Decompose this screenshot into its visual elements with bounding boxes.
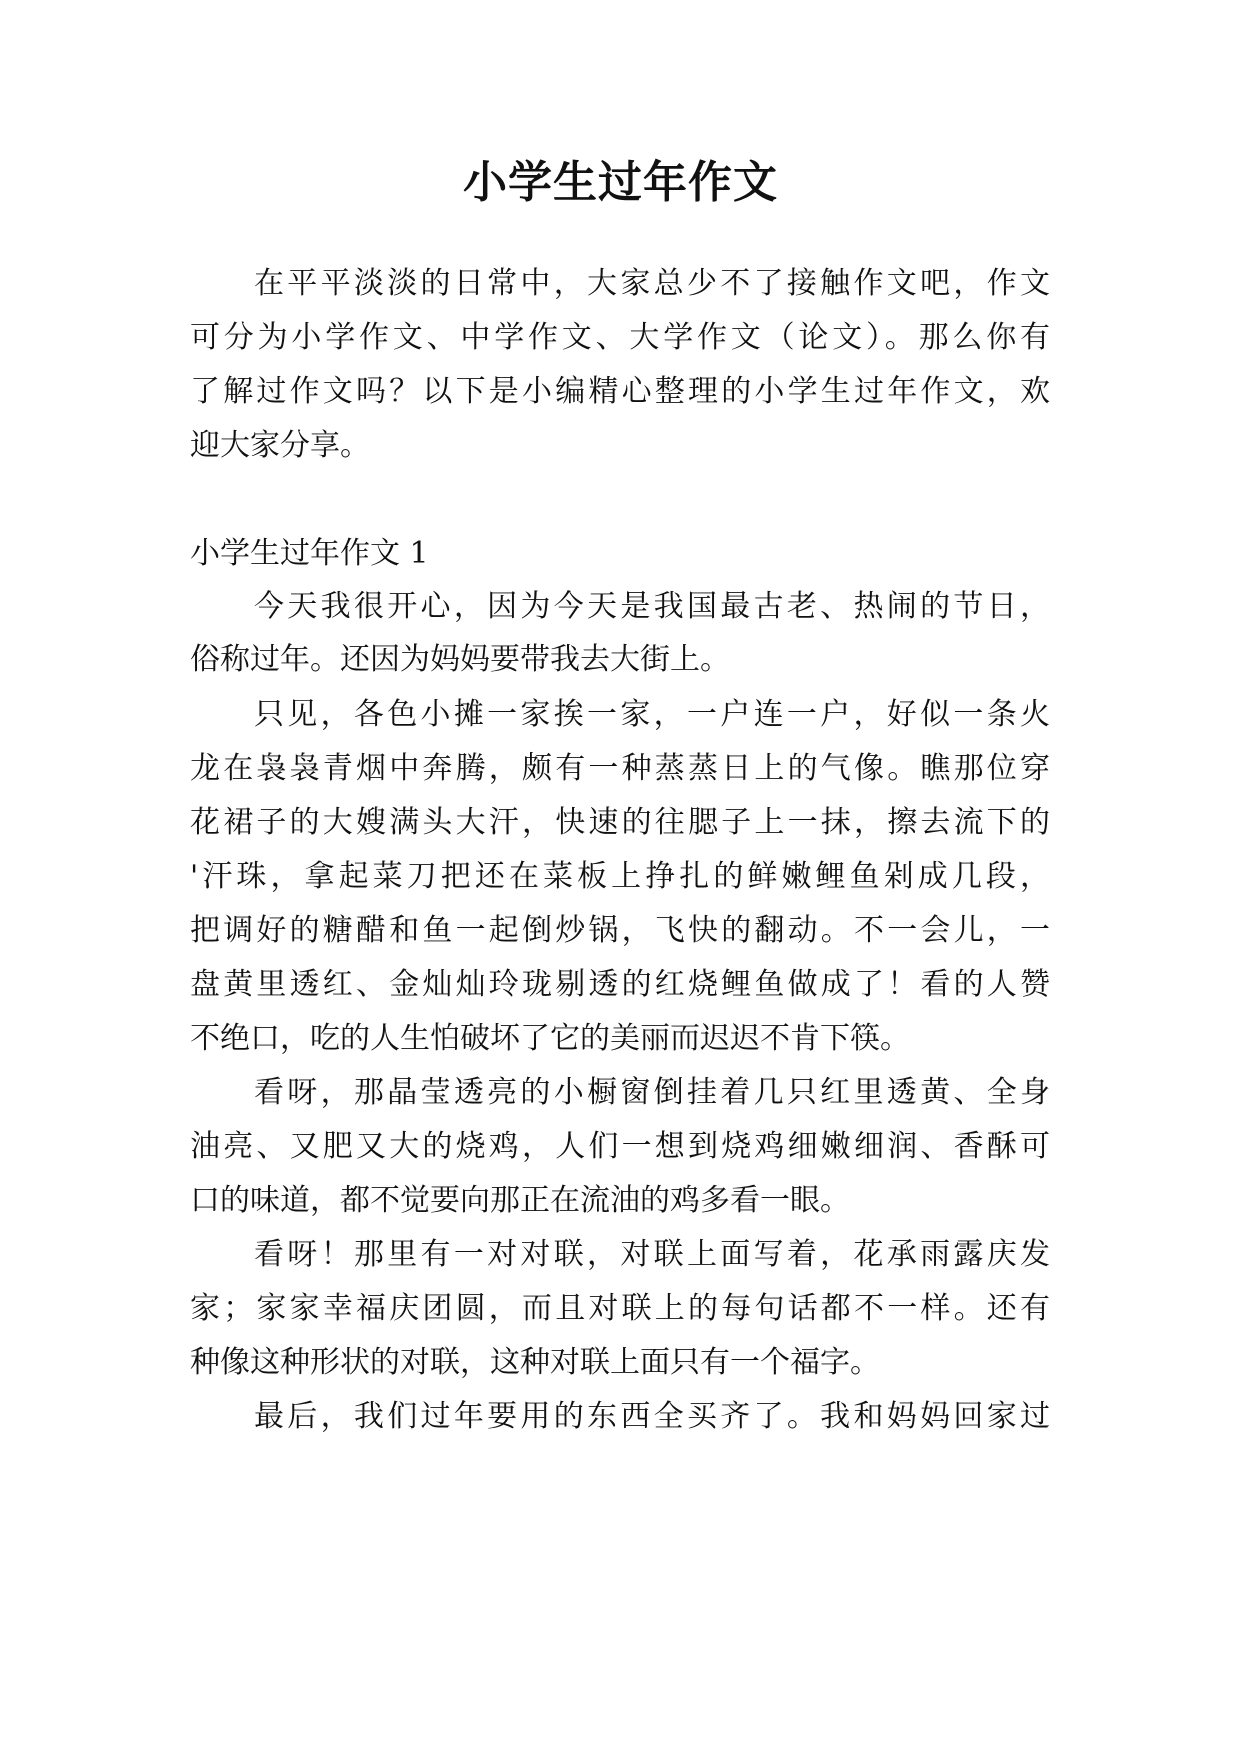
text-line: 看呀！那里有一对对联，对联上面写着，花承雨露庆发 <box>254 1237 1050 1272</box>
text-line: 口的味道，都不觉要向那正在流油的鸡多看一眼。 <box>190 1183 850 1218</box>
text-line: 不绝口，吃的人生怕破坏了它的美丽而迟迟不肯下筷。 <box>190 1021 910 1056</box>
section-heading: 小学生过年作文 1 <box>190 536 429 571</box>
text-line: 迎大家分享。 <box>190 428 370 463</box>
text-line: 龙在袅袅青烟中奔腾，颇有一种蒸蒸日上的气像。瞧那位穿 <box>190 751 1050 786</box>
text-line: 了解过作文吗？以下是小编精心整理的小学生过年作文，欢 <box>190 374 1050 409</box>
text-line: 家；家家幸福庆团圆，而且对联上的每句话都不一样。还有 <box>190 1291 1050 1326</box>
text-line: 把调好的糖醋和鱼一起倒炒锅，飞快的翻动。不一会儿，一 <box>190 913 1050 948</box>
text-line: 今天我很开心，因为今天是我国最古老、热闹的节日， <box>254 589 1050 624</box>
text-line: '汗珠，拿起菜刀把还在菜板上挣扎的鲜嫩鲤鱼剁成几段， <box>190 859 1050 894</box>
text-line: 花裙子的大嫂满头大汗，快速的往腮子上一抹，擦去流下的 <box>190 805 1050 840</box>
document-title: 小学生过年作文 <box>463 157 778 208</box>
text-line: 盘黄里透红、金灿灿玲珑剔透的红烧鲤鱼做成了！看的人赞 <box>190 967 1050 1002</box>
text-line: 可分为小学作文、中学作文、大学作文（论文）。那么你有 <box>190 320 1050 355</box>
text-line: 种像这种形状的对联，这种对联上面只有一个福字。 <box>190 1345 880 1380</box>
text-line: 油亮、又肥又大的烧鸡，人们一想到烧鸡细嫩细润、香酥可 <box>190 1129 1050 1164</box>
text-line: 最后，我们过年要用的东西全买齐了。我和妈妈回家过 <box>254 1399 1050 1434</box>
text-line: 在平平淡淡的日常中，大家总少不了接触作文吧，作文 <box>254 266 1050 301</box>
text-line: 只见，各色小摊一家挨一家，一户连一户，好似一条火 <box>254 697 1050 732</box>
text-line: 俗称过年。还因为妈妈要带我去大街上。 <box>190 642 730 677</box>
text-line: 看呀，那晶莹透亮的小橱窗倒挂着几只红里透黄、全身 <box>254 1075 1050 1110</box>
